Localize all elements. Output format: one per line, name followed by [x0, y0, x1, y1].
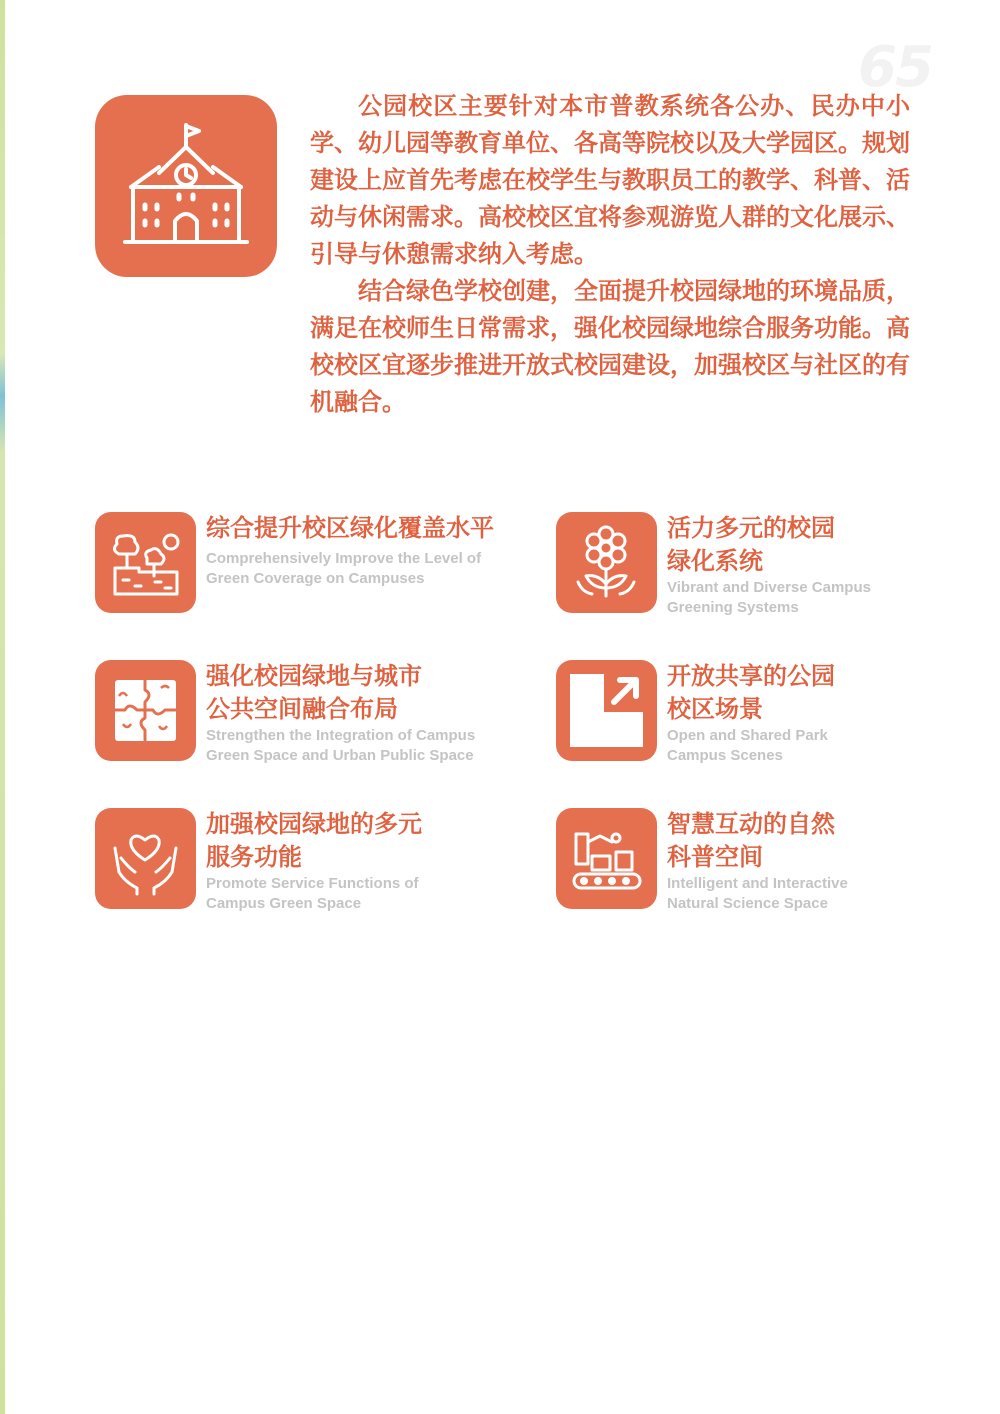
feature-title-zh: 绿化系统 — [667, 547, 763, 575]
feature-urban-integration — [95, 660, 495, 770]
feature-title-en: Comprehensively Improve the Level of — [206, 550, 482, 567]
feature-title-zh: 强化校园绿地与城市 — [206, 662, 422, 690]
feature-science-space — [556, 808, 956, 918]
feature-title-en: Green Space and Urban Public Space — [206, 747, 474, 764]
intro-text — [310, 88, 910, 421]
feature-title-zh: 开放共享的公园 — [667, 662, 835, 690]
feature-title-zh: 综合提升校区绿化覆盖水平 — [206, 514, 494, 542]
feature-title-en: Intelligent and Interactive — [667, 875, 848, 892]
feature-title-en: Green Coverage on Campuses — [206, 570, 425, 587]
feature-title-en: Strengthen the Integration of Campus — [206, 727, 476, 744]
feature-title-en: Campus Scenes — [667, 747, 783, 764]
feature-title-zh: 服务功能 — [206, 843, 302, 871]
feature-title-zh: 校区场景 — [667, 695, 763, 723]
feature-title-en: Greening Systems — [667, 599, 799, 616]
feature-title-zh: 加强校园绿地的多元 — [206, 810, 422, 838]
robot-conveyor-icon — [556, 808, 657, 909]
page-edge-strip — [0, 0, 5, 1414]
school-building-icon — [95, 95, 277, 277]
feature-title-en: Natural Science Space — [667, 895, 828, 912]
hands-heart-icon — [95, 808, 196, 909]
feature-title-zh: 活力多元的校园 — [667, 514, 835, 542]
landscape-trees-icon — [95, 512, 196, 613]
feature-open-shared — [556, 660, 956, 770]
feature-title-zh: 科普空间 — [667, 843, 763, 871]
feature-greening-systems — [556, 512, 956, 622]
feature-title-zh: 公共空间融合布局 — [206, 695, 398, 723]
feature-title-en: Campus Green Space — [206, 895, 362, 912]
puzzle-icon — [95, 660, 196, 761]
feature-title-en: Promote Service Functions of — [206, 875, 419, 892]
feature-title-zh: 智慧互动的自然 — [667, 810, 835, 838]
feature-title-en: Vibrant and Diverse Campus — [667, 579, 871, 596]
open-arrow-icon — [556, 660, 657, 761]
intro-paragraph: 结合绿色学校创建，全面提升校园绿地的环境品质，满足在校师生日常需求，强化校园绿地综合服务功能。高校校区宜逐步推进开放式校园建设，加强校区与社区的有机融合。 — [310, 277, 910, 416]
intro-paragraph: 公园校区主要针对本市普教系统各公办、民办中小学、幼儿园等教育单位、各高等院校以及大学园区。规划建设上应首先考虑在校学生与教职员工的教学、科普、活动与休闲需求。高校校区宜将参观游览人群的文化展示、引导与休憩需求纳入考虑。 — [310, 92, 910, 268]
page-number: 65 — [858, 35, 932, 100]
feature-green-coverage — [95, 512, 495, 622]
feature-service-functions — [95, 808, 495, 918]
feature-title-en: Open and Shared Park — [667, 727, 828, 744]
flower-icon — [556, 512, 657, 613]
